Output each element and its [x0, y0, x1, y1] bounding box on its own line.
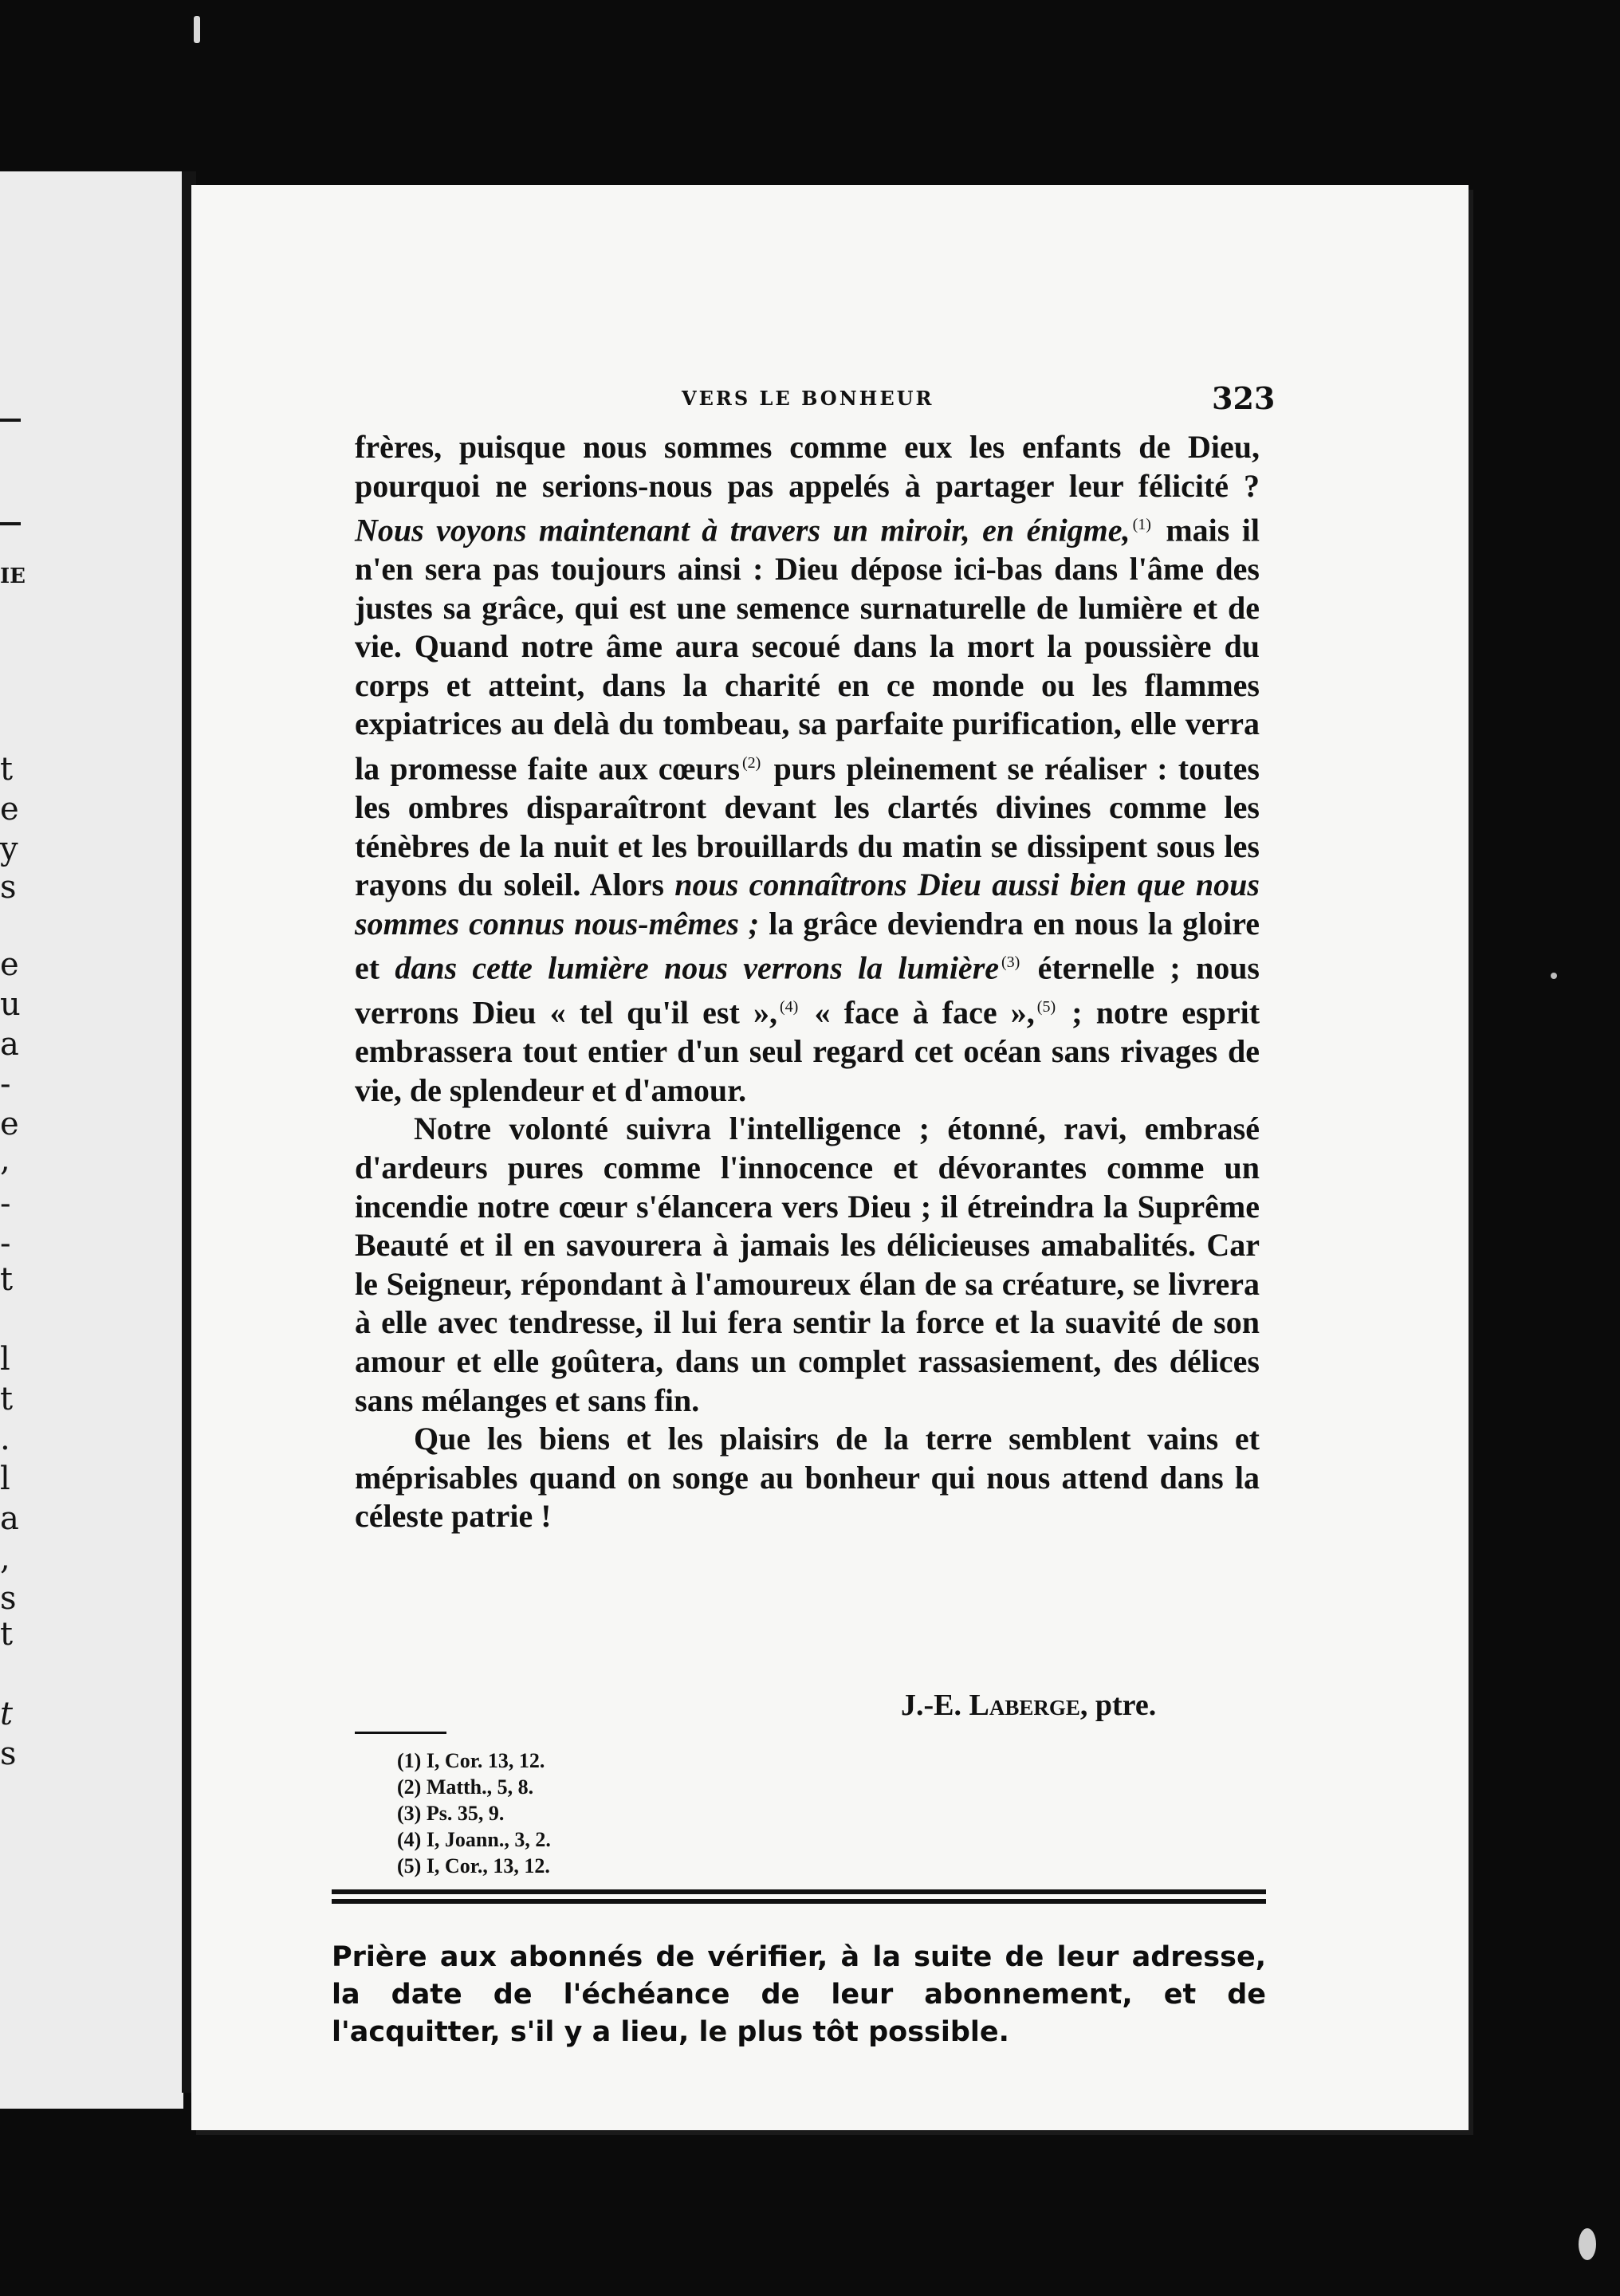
paragraph: Que les biens et les plaisirs de la terre semblent vains et méprisables quand on songe au bonheur qui nous attend dans la céleste patrie ! — [355, 1421, 1260, 1535]
left-page-fragment: IE — [0, 564, 26, 588]
footnote-ref: (5) — [1036, 998, 1056, 1016]
signature-surname: Laberge — [969, 1689, 1080, 1722]
footnote-ref: (3) — [1001, 953, 1020, 972]
footnote: (3) Ps. 35, 9. — [397, 1802, 505, 1825]
left-page-fragment: t — [0, 1381, 14, 1417]
left-page-fragment: s — [0, 1736, 17, 1772]
left-page-fragment: s — [0, 869, 17, 906]
footnote: (4) I, Joann., 3, 2. — [397, 1828, 551, 1851]
left-page-fragment: t — [0, 751, 14, 788]
left-page-fragment: y — [0, 831, 18, 867]
signature-suffix: , ptre. — [1079, 1689, 1157, 1722]
footnotes — [397, 1748, 551, 1879]
text-run: « face à face », — [800, 994, 1035, 1031]
paragraph: Notre volonté suivra l'intelligence ; étonné, ravi, embrasé d'ardeurs pures comme l'innocence et dévorantes comme un incendie notre cœur s'élancera vers Dieu ; il étreindra la Suprême Beauté et il en savourera à jamais les délicieuses amabalités. Car le Seigneur, répondant à l'amoureux élan de sa créature, se livrera à elle avec tendresse, il lui fera sentir la force et la suavité de son amour et elle goûtera, dans un complet rassasiement, des délices sans mélanges et sans fin. — [355, 1111, 1260, 1418]
signature-initials: J.-E. — [901, 1689, 969, 1722]
text-run: purs pleinement se réaliser : toutes les ombres disparaîtront devant les clartés divines comme les ténèbres de la nuit et les brouillards du matin se dissipent sous les rayons du soleil. Alors — [355, 750, 1260, 903]
text-run: mais il n'en sera pas toujours ainsi : Dieu dépose ici-bas dans l'âme des justes sa grâce, qui est une semence surnaturelle de lumière et de vie. Quand notre âme aura secoué dans la mort la poussière du corps et atteint, dans la charité en ce monde ou les flammes expiatrices au delà du tombeau, sa parfaite purification, elle verra la promesse faite aux cœurs — [355, 512, 1260, 787]
left-page-rule — [0, 419, 21, 422]
scan-speck — [1579, 2228, 1596, 2260]
footnote-ref: (2) — [742, 754, 761, 773]
left-page-fragment: l — [0, 1341, 10, 1378]
left-page-rule — [0, 522, 21, 525]
footnote-ref: (1) — [1132, 516, 1151, 534]
left-page-fragment: . — [0, 1421, 10, 1457]
left-page-fragment: a — [0, 1026, 19, 1063]
italic-quote: nous connaîtrons Dieu aussi bien que nous sommes connus nous-mêmes ; — [355, 867, 1260, 942]
text-run: la grâce deviendra en nous la gloire et — [355, 905, 1260, 986]
scan-speck — [1551, 973, 1557, 979]
left-page-fragment: t — [0, 1616, 14, 1653]
double-rule — [332, 1889, 1266, 1905]
text-run: frères, puisque nous sommes comme eux les enfants de Dieu, pourquoi ne serions-nous pas appelés à partager leur félicité ? — [355, 429, 1260, 504]
text-run: éternelle ; nous verrons Dieu « tel qu'il est », — [355, 949, 1260, 1031]
left-page-fragment: t — [0, 1261, 14, 1298]
left-page-fragment: e — [0, 1106, 19, 1142]
left-page-fragment: a — [0, 1500, 19, 1537]
text-run: ; notre esprit embrassera tout entier d'un seul regard cet océan sans rivages de vie, de splendeur et d'amour. — [355, 994, 1260, 1108]
left-page-fragment: s — [0, 1580, 17, 1617]
footnote-ref: (4) — [779, 998, 799, 1016]
subscriber-notice — [332, 1939, 1266, 2051]
page-header — [191, 380, 1469, 428]
footnote: (5) I, Cor., 13, 12. — [397, 1854, 550, 1877]
italic-quote: dans cette lumière nous verrons la lumière — [395, 949, 1000, 986]
left-page-fragment: - — [0, 1225, 11, 1262]
footnote: (1) I, Cor. 13, 12. — [397, 1749, 545, 1772]
left-page-fragment: l — [0, 1461, 10, 1497]
footnote-rule — [355, 1732, 446, 1734]
footnote: (2) Matth., 5, 8. — [397, 1775, 534, 1799]
left-page-fragment: e — [0, 946, 19, 983]
left-page-fragment: u — [0, 986, 21, 1023]
body-text — [355, 428, 1260, 1536]
book-page — [191, 185, 1469, 2130]
page-number: 323 — [1212, 380, 1276, 416]
running-title: VERS LE BONHEUR — [682, 387, 934, 410]
left-page-fragment: t — [0, 1696, 14, 1732]
scan-speck — [194, 16, 200, 43]
italic-quote: Nous voyons maintenant à travers un miroir, en énigme, — [355, 512, 1130, 548]
notice-text: Prière aux abonnés de vérifier, à la suite de leur adresse, la date de l'échéance de leur abonnement, et de l'acquitter, s'il y a lieu, le plus tôt possible. — [332, 1941, 1266, 2048]
paragraph — [355, 428, 1260, 1110]
author-signature — [901, 1688, 1156, 1723]
previous-page-edge — [0, 171, 183, 2109]
left-page-fragment: , — [0, 1540, 10, 1577]
left-page-fragment: - — [0, 1066, 11, 1103]
left-page-fragment: e — [0, 791, 19, 828]
left-page-fragment: - — [0, 1185, 11, 1222]
left-page-fragment: , — [0, 1142, 10, 1178]
